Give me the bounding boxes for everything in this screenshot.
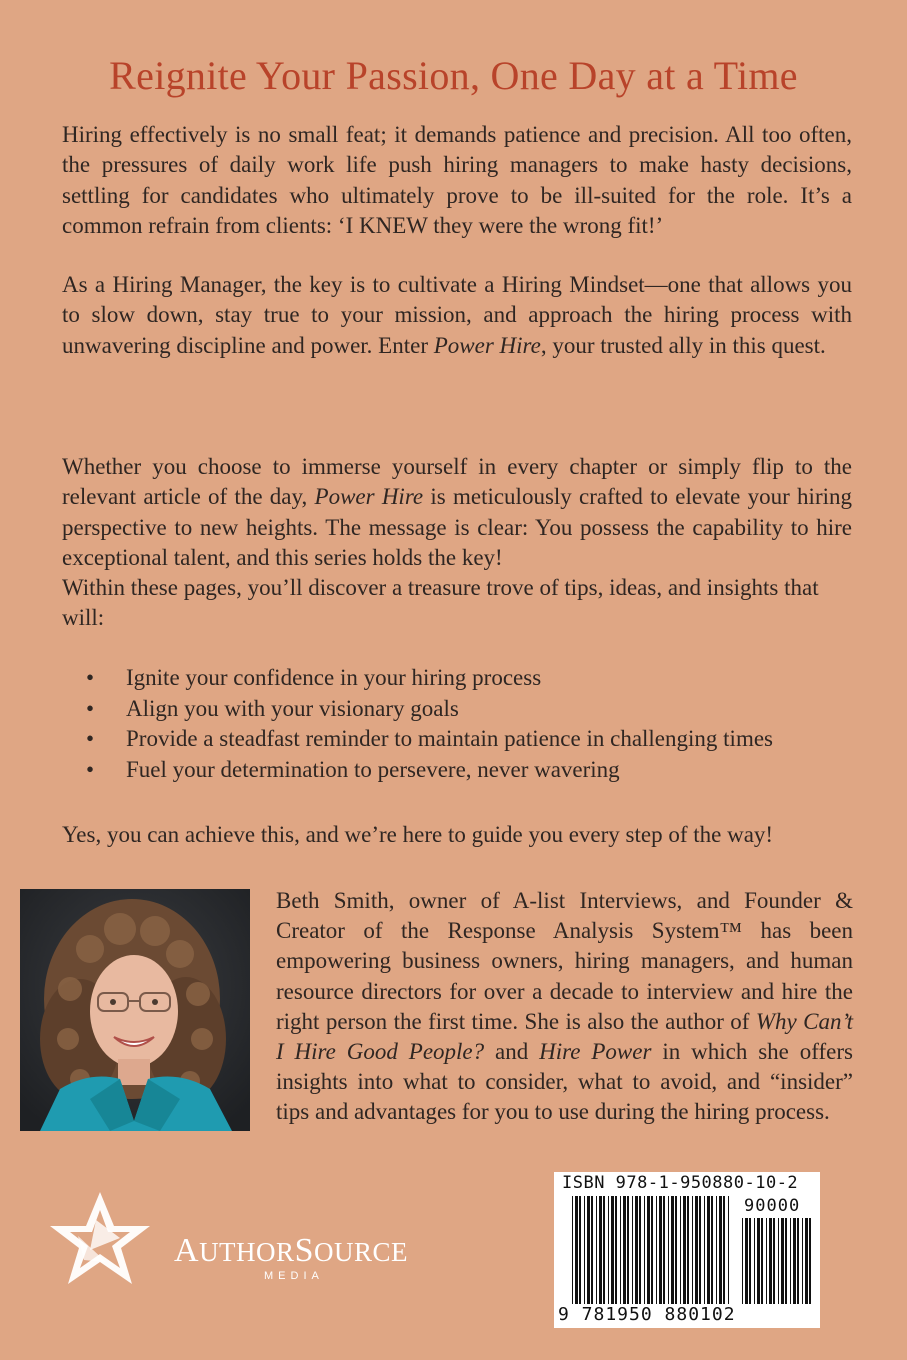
paragraph-text: As a Hiring Manager, the key is to cultivate a Hiring Mindset—one that allows you to slow down, stay true to your mission, and approach the hiring process with unwavering discipline and power. Enter xyxy=(62,272,852,358)
isbn-label: ISBN 978-1-950880-10-2 xyxy=(562,1173,799,1193)
barcode-bar xyxy=(790,1218,791,1304)
book-title-italic: Power Hire xyxy=(433,332,541,358)
barcode-bar xyxy=(757,1218,760,1304)
barcode-bar xyxy=(659,1196,662,1304)
barcode-bar xyxy=(769,1218,772,1304)
paragraph-intro: Hiring effectively is no small feat; it demands patience and precision. All too often, the pressures of daily work life push hiring managers to make hasty decisions, settling for candidates who ultimately prove to be ill-suited for the role. It’s a common refrain from clients: ‘I KNEW they were the wrong fit!’ xyxy=(62,122,852,239)
barcode-bar xyxy=(599,1196,602,1304)
barcode-bar xyxy=(644,1196,645,1304)
benefit-list xyxy=(84,663,874,785)
list-item-text: Provide a steadfast reminder to maintain patience in challenging times xyxy=(126,726,773,752)
list-item xyxy=(84,663,874,694)
barcode-bar xyxy=(627,1196,629,1304)
barcode-bar xyxy=(773,1218,775,1304)
bio-text: and xyxy=(484,1039,540,1065)
paragraph-usage xyxy=(62,452,852,574)
barcode-bar xyxy=(687,1196,689,1304)
barcode-bar xyxy=(632,1196,633,1304)
barcode-bar xyxy=(809,1218,811,1304)
book-title-italic: Why Can’t I Hire Good People? xyxy=(276,1008,853,1065)
list-item xyxy=(84,724,874,755)
book-title-italic: Hire Power xyxy=(539,1039,652,1065)
publisher-name-part: A xyxy=(174,1232,200,1269)
barcode-bar xyxy=(587,1196,590,1304)
barcode-bar xyxy=(680,1196,681,1304)
barcode-digits: 9 781950 880102 xyxy=(558,1304,736,1325)
author-portrait-icon xyxy=(20,889,250,1131)
barcode-bar xyxy=(596,1196,597,1304)
barcode-bar xyxy=(761,1218,763,1304)
publisher-name-part: S xyxy=(294,1232,314,1269)
bullet-icon: • xyxy=(86,756,95,782)
barcode-bar xyxy=(651,1196,653,1304)
barcode-bar xyxy=(766,1218,767,1304)
bullet-icon: • xyxy=(86,665,95,690)
publisher-name xyxy=(174,1232,408,1270)
author-bio xyxy=(276,886,853,1128)
book-title-italic: Power Hire xyxy=(314,484,424,510)
barcode-bar xyxy=(711,1196,713,1304)
barcode-bar xyxy=(591,1196,593,1304)
barcode-bar xyxy=(716,1196,717,1304)
barcode-bar xyxy=(793,1218,796,1304)
barcode-bar xyxy=(639,1196,641,1304)
barcode-bar xyxy=(683,1196,686,1304)
barcode-bar xyxy=(611,1196,614,1304)
barcode-bar xyxy=(802,1218,803,1304)
list-item-text: Fuel your determination to persevere, never wavering xyxy=(126,756,620,782)
barcode-bar xyxy=(692,1196,693,1304)
barcode-bar xyxy=(608,1196,609,1304)
barcode-bar xyxy=(584,1196,585,1304)
barcode-bar xyxy=(749,1218,751,1304)
bio-text: in which she offers insights into what to consider, what to avoid, and “insider” tips and advantages for you to use during the hiring process. xyxy=(276,1039,854,1125)
barcode-bar xyxy=(663,1196,665,1304)
barcode-bar xyxy=(785,1218,787,1304)
barcode-bar xyxy=(572,1196,573,1304)
barcode-bar xyxy=(754,1218,755,1304)
list-item xyxy=(84,755,874,786)
barcode-bar xyxy=(695,1196,698,1304)
price-code: 90000 xyxy=(744,1196,801,1216)
barcode-bar xyxy=(805,1218,808,1304)
barcode-bar xyxy=(623,1196,626,1304)
bullet-icon: • xyxy=(86,695,95,721)
paragraph-hiring-mindset xyxy=(62,270,852,361)
barcode-bar xyxy=(778,1218,779,1304)
paragraph-text: Whether you choose to immerse yourself in every chapter or simply flip to the relevant article of the day, xyxy=(62,454,852,510)
barcode-bar xyxy=(620,1196,621,1304)
barcode-bar xyxy=(707,1196,710,1304)
list-item-text: Ignite your confidence in your hiring process xyxy=(126,665,542,690)
barcode-bar xyxy=(797,1218,799,1304)
paragraph-within-pages: Within these pages, you’ll discover a treasure trove of tips, ideas, and insights that will: xyxy=(62,575,819,631)
barcode-bar xyxy=(671,1196,674,1304)
barcode-bar xyxy=(579,1196,581,1304)
publisher-subtitle: MEDIA xyxy=(264,1270,324,1282)
publisher-name-part: UTHOR xyxy=(199,1237,295,1267)
author-photo xyxy=(20,889,250,1131)
bullet-icon: • xyxy=(86,726,95,752)
barcode-bar xyxy=(603,1196,605,1304)
barcode-bar xyxy=(668,1196,669,1304)
barcode-bar xyxy=(719,1196,722,1304)
barcode-bar xyxy=(742,1218,743,1304)
barcode-bar xyxy=(723,1196,725,1304)
barcode-bar xyxy=(704,1196,705,1304)
barcode-bar xyxy=(615,1196,617,1304)
isbn-barcode xyxy=(554,1172,820,1328)
barcode-bar xyxy=(728,1196,729,1304)
list-item xyxy=(84,694,874,725)
paragraph-closing: Yes, you can achieve this, and we’re here to guide you every step of the way! xyxy=(62,822,774,847)
list-item-text: Align you with your visionary goals xyxy=(126,695,459,721)
barcode-bar xyxy=(656,1196,657,1304)
barcode-bar xyxy=(647,1196,650,1304)
paragraph-text: , your trusted ally in this quest. xyxy=(540,332,826,358)
bio-text: Beth Smith, owner of A-list Interviews, and Founder & Creator of the Response Analysis System™ has been empowering business owners, hiring managers, and human resource directors for over a decade to interview and hire the right person the first time. She is also the author of xyxy=(276,888,853,1034)
barcode-bar xyxy=(781,1218,784,1304)
back-cover-title: Reignite Your Passion, One Day at a Time xyxy=(109,53,798,98)
barcode-bar xyxy=(745,1218,748,1304)
paragraph-text: is meticulously crafted to elevate your hiring perspective to new heights. The message is clear: You possess the capability to hire exceptional talent, and this series holds the key! xyxy=(62,484,852,571)
publisher-name-part: OURCE xyxy=(313,1237,408,1267)
barcode-bar xyxy=(635,1196,638,1304)
barcode-bar xyxy=(575,1196,578,1304)
barcode-bar xyxy=(675,1196,677,1304)
barcode-bar xyxy=(699,1196,701,1304)
